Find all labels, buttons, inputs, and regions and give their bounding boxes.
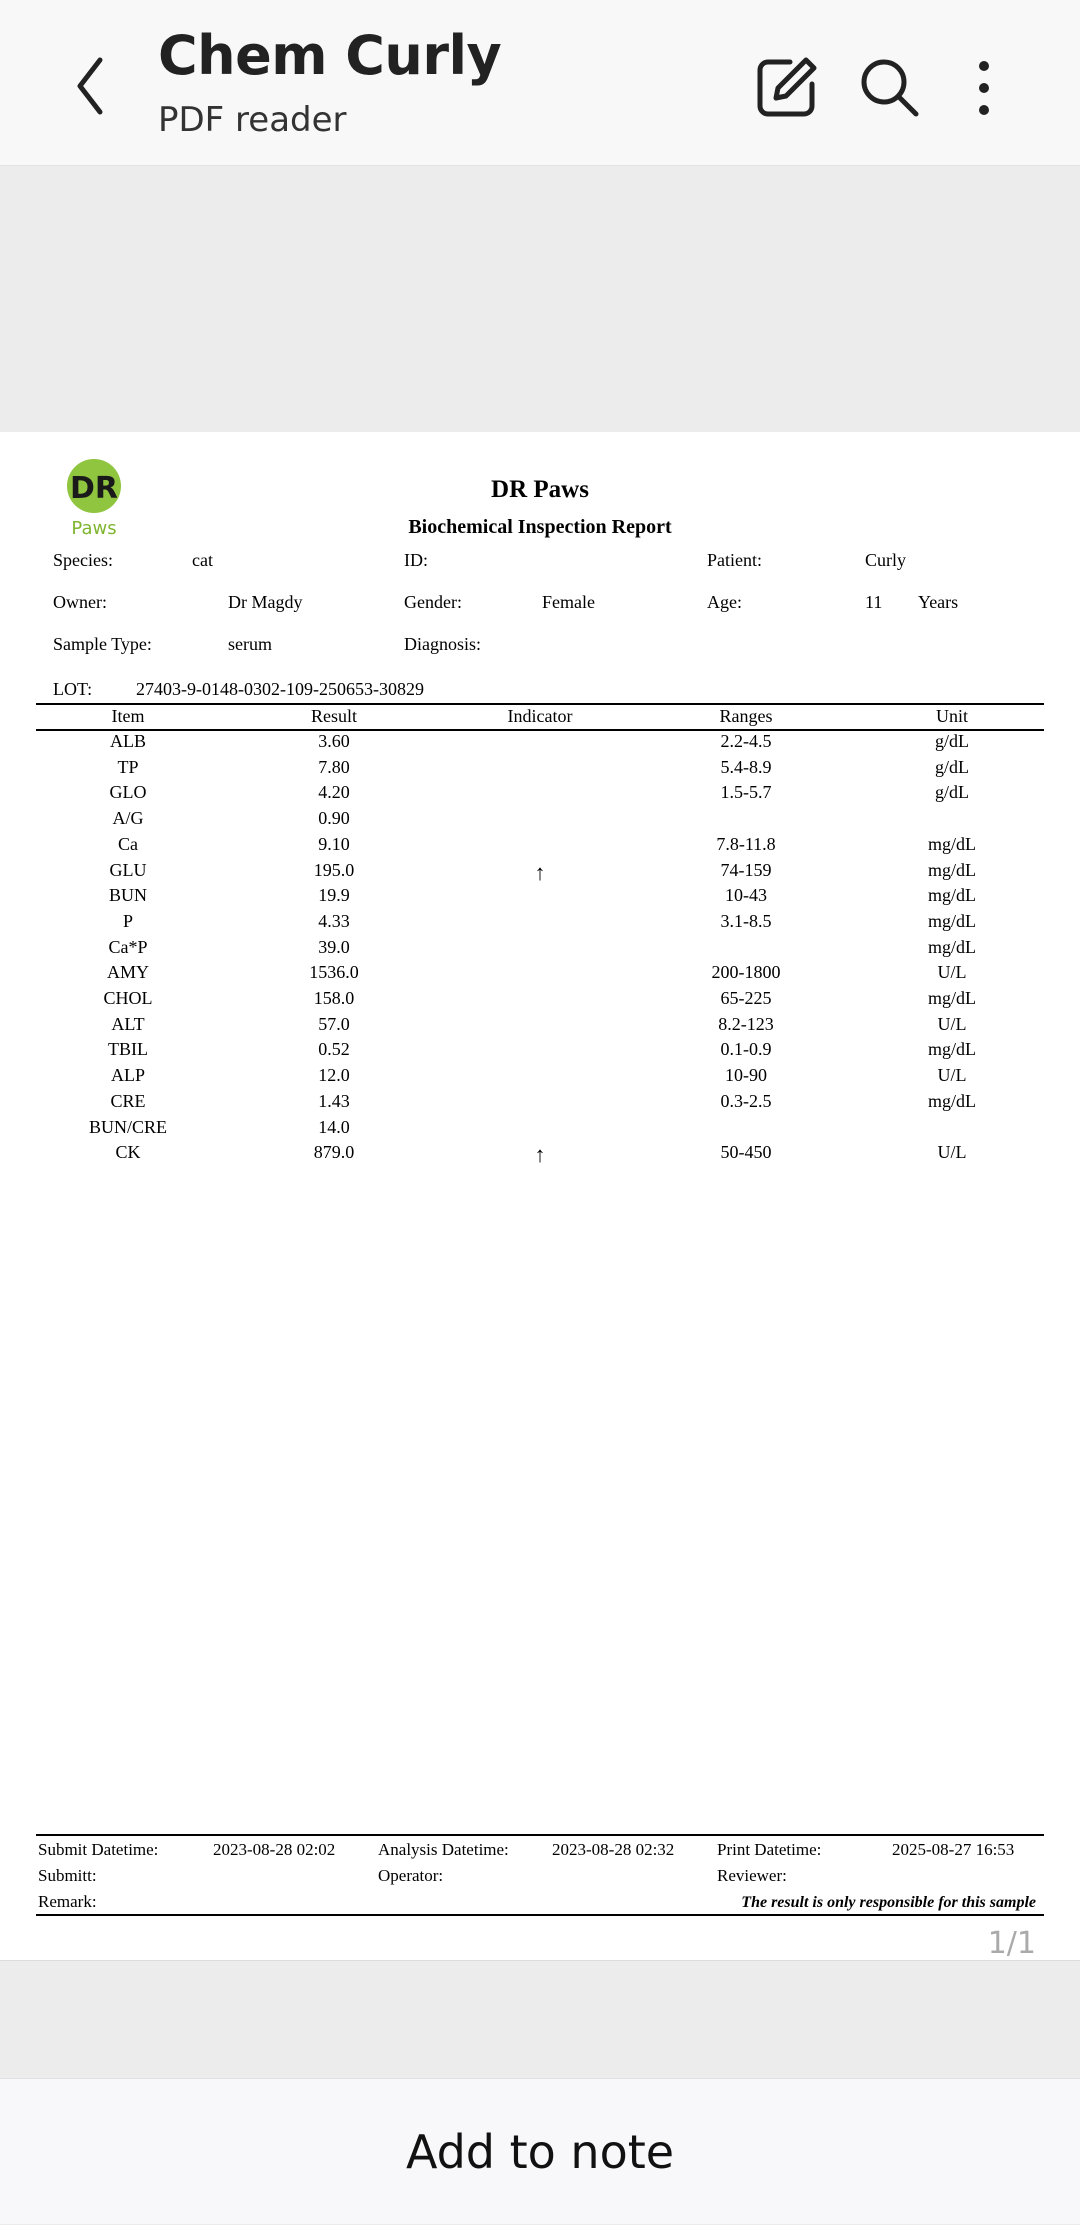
age-unit: Years [918, 592, 959, 612]
table-header-rule [36, 729, 1044, 731]
cell-unit: mg/dL [928, 936, 976, 957]
col-header-indicator: Indicator [507, 706, 573, 726]
cell-unit: mg/dL [928, 885, 976, 906]
cell-range: 200-1800 [711, 962, 781, 983]
cell-result: 1536.0 [309, 962, 359, 983]
cell-item: GLU [109, 859, 147, 880]
submit-datetime-value: 2023-08-28 02:02 [213, 1840, 336, 1859]
cell-range: 3.1-8.5 [720, 910, 772, 931]
footer-top-rule [36, 1834, 1044, 1836]
cell-item: Ca [118, 833, 138, 854]
back-arrow-icon [58, 46, 128, 126]
cell-range: 74-159 [720, 859, 772, 880]
cell-result: 0.90 [318, 808, 350, 829]
cell-range: 8.2-123 [718, 1013, 774, 1034]
age-label: Age: [707, 592, 742, 612]
species-label: Species: [53, 550, 113, 570]
cell-result: 7.80 [318, 756, 350, 777]
lot-label: LOT: [53, 679, 93, 699]
patient-label: Patient: [707, 550, 762, 570]
cell-item: Ca*P [108, 936, 148, 957]
sample-type-label: Sample Type: [53, 634, 152, 654]
cell-result: 19.9 [318, 885, 350, 906]
svg-text:DR: DR [69, 471, 119, 506]
col-header-ranges: Ranges [719, 706, 773, 726]
cell-item: BUN [108, 885, 148, 906]
svg-text:Paws: Paws [71, 518, 117, 538]
diagnosis-label: Diagnosis: [404, 634, 482, 654]
operator-label: Operator: [378, 1866, 444, 1885]
cell-range: 50-450 [720, 1142, 772, 1163]
cell-result: 57.0 [318, 1013, 350, 1034]
owner-label: Owner: [53, 592, 107, 612]
report-title: Biochemical Inspection Report [408, 516, 672, 538]
cell-item: TP [117, 756, 139, 777]
cell-result: 195.0 [313, 859, 355, 880]
edit-icon [746, 48, 826, 128]
gender-label: Gender: [404, 592, 462, 612]
cell-result: 14.0 [318, 1116, 350, 1137]
cell-unit: mg/dL [928, 859, 976, 880]
cell-item: ALT [111, 1013, 145, 1034]
cell-item: AMY [106, 962, 150, 983]
cell-unit: g/dL [935, 731, 969, 751]
cell-unit: U/L [937, 1013, 967, 1034]
cell-item: P [122, 910, 134, 931]
cell-indicator: ↑ [534, 859, 546, 885]
clinic-name: DR Paws [491, 476, 589, 503]
species-value: cat [192, 550, 213, 570]
document-subtitle: PDF reader [158, 100, 347, 140]
cell-item: CK [115, 1142, 141, 1163]
cell-range: 10-43 [725, 885, 767, 906]
cell-item: BUN/CRE [88, 1116, 168, 1137]
cell-unit: mg/dL [928, 1039, 976, 1060]
id-label: ID: [404, 550, 428, 570]
cell-result: 4.20 [318, 782, 350, 803]
cell-range: 1.5-5.7 [720, 782, 772, 803]
sample-type-value: serum [228, 634, 272, 654]
disclaimer-text: The result is only responsible for this sample [741, 1894, 1036, 1911]
cell-range: 2.2-4.5 [720, 731, 772, 751]
cell-result: 1.43 [318, 1090, 350, 1111]
table-top-rule [36, 703, 1044, 705]
cell-unit: mg/dL [928, 1090, 976, 1111]
page-indicator: 1/1 [987, 1926, 1036, 1961]
col-header-item: Item [111, 706, 145, 726]
lot-value: 27403-9-0148-0302-109-250653-30829 [136, 679, 424, 699]
cell-unit: mg/dL [928, 910, 976, 931]
cell-unit: U/L [937, 1065, 967, 1086]
cell-range: 5.4-8.9 [720, 756, 772, 777]
cell-range: 65-225 [720, 988, 772, 1008]
more-vert-icon [944, 48, 1024, 128]
cell-range: 10-90 [725, 1065, 767, 1086]
col-header-unit: Unit [935, 706, 969, 726]
cell-result: 4.33 [318, 910, 350, 931]
cell-range: 0.3-2.5 [720, 1090, 772, 1111]
cell-item: ALB [110, 731, 146, 751]
more-options-button[interactable] [944, 48, 1024, 128]
reviewer-label: Reviewer: [717, 1866, 787, 1885]
edit-button[interactable] [746, 48, 826, 128]
analysis-datetime-value: 2023-08-28 02:32 [552, 1840, 675, 1859]
col-header-result: Result [310, 706, 358, 726]
age-value: 11 [865, 592, 883, 612]
cell-item: CRE [110, 1090, 146, 1111]
search-icon [850, 48, 930, 128]
app-bar [0, 0, 1080, 166]
cell-unit: g/dL [935, 782, 969, 803]
cell-item: TBIL [108, 1039, 148, 1060]
footer-bottom-rule [36, 1914, 1044, 1916]
cell-result: 39.0 [318, 936, 350, 957]
cell-unit: g/dL [935, 756, 969, 777]
cell-result: 158.0 [313, 988, 355, 1008]
add-to-note-button[interactable]: Add to note [405, 2125, 675, 2179]
gender-value: Female [542, 592, 595, 612]
bottom-bar [0, 2078, 1080, 2224]
owner-value: Dr Magdy [228, 592, 303, 612]
cell-unit: U/L [937, 1142, 967, 1163]
submit-datetime-label: Submit Datetime: [38, 1840, 159, 1859]
back-button[interactable] [58, 46, 128, 126]
cell-result: 0.52 [318, 1039, 350, 1060]
cell-range: 0.1-0.9 [720, 1039, 772, 1060]
cell-unit: mg/dL [928, 833, 976, 854]
print-datetime-label: Print Datetime: [717, 1840, 822, 1859]
analysis-datetime-label: Analysis Datetime: [378, 1840, 509, 1859]
cell-result: 3.60 [318, 731, 350, 751]
cell-range: 7.8-11.8 [716, 833, 776, 854]
pdf-page[interactable] [0, 432, 1080, 1961]
submitt-label: Submitt: [38, 1866, 97, 1885]
cell-result: 12.0 [318, 1065, 350, 1086]
patient-value: Curly [865, 550, 907, 570]
search-button[interactable] [850, 48, 930, 128]
cell-item: ALP [110, 1065, 146, 1086]
document-title: Chem Curly [158, 24, 502, 87]
cell-unit: mg/dL [928, 988, 976, 1008]
print-datetime-value: 2025-08-27 16:53 [892, 1840, 1015, 1859]
cell-item: CHOL [103, 988, 153, 1008]
cell-unit: U/L [937, 962, 967, 983]
cell-item: A/G [112, 808, 144, 829]
cell-indicator: ↑ [534, 1142, 546, 1168]
remark-label: Remark: [38, 1892, 97, 1911]
cell-result: 9.10 [318, 833, 350, 854]
cell-result: 879.0 [313, 1142, 355, 1163]
cell-item: GLO [109, 782, 147, 803]
